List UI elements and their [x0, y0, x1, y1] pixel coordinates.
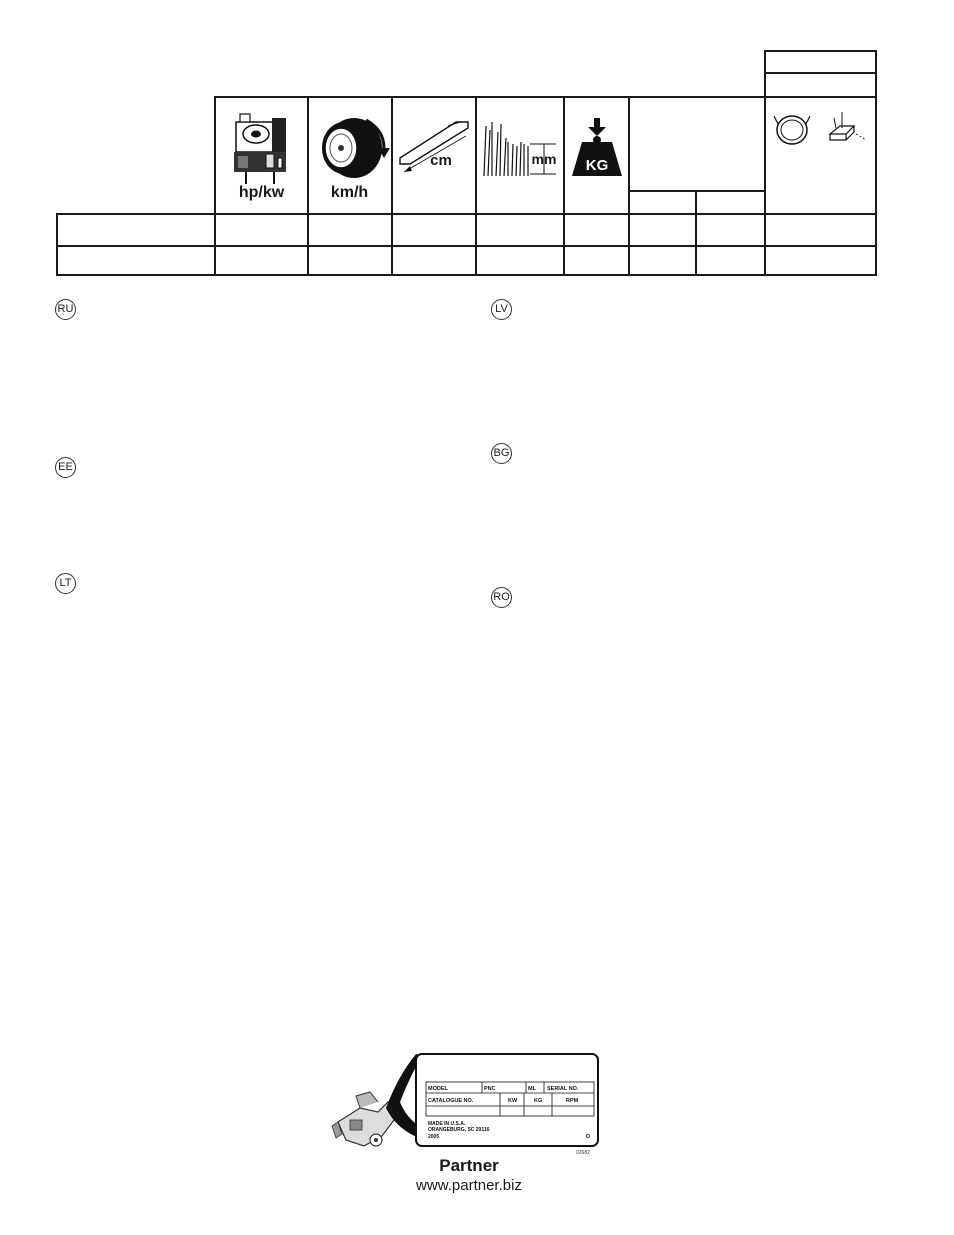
wheel-icon	[314, 108, 390, 184]
tag-pnc-label: PNC	[484, 1086, 496, 1092]
tag-model-label: MODEL	[428, 1086, 448, 1092]
lang-badge-ro: RO	[491, 587, 512, 608]
rating-tag-illustration	[330, 1050, 606, 1158]
cutting-height-icon	[480, 118, 560, 180]
weight-label: KG	[585, 157, 609, 174]
wheel-label: km/h	[330, 184, 369, 201]
tag-code: D	[586, 1134, 590, 1140]
lang-badge-ee: EE	[55, 457, 76, 478]
tag-catalogue-label: CATALOGUE NO.	[428, 1098, 474, 1104]
cutting-height-label: mm	[531, 151, 557, 167]
lang-badge-ru: RU	[55, 299, 76, 320]
lang-badge-lv: LV	[491, 299, 512, 320]
blade-icon	[396, 114, 472, 180]
mower-deck-icon	[332, 1092, 396, 1146]
spec-table	[0, 0, 954, 280]
tag-kg-label: KG	[534, 1098, 543, 1104]
brand-name: Partner	[439, 1156, 499, 1175]
engine-label: hp/kw	[238, 184, 285, 201]
brand-url[interactable]: www.partner.biz	[416, 1177, 522, 1194]
tag-ml-label: ML	[528, 1086, 536, 1092]
tag-serial-label: SERIAL NO.	[547, 1086, 579, 1092]
engine-icon	[226, 108, 298, 188]
tag-rpm-label: RPM	[566, 1098, 579, 1104]
blade-label: cm	[430, 152, 452, 169]
steering-chassis-icon	[770, 106, 874, 150]
tag-year: 2005	[428, 1134, 440, 1140]
tag-maker-line1: MADE IN U.S.A.	[428, 1121, 466, 1127]
lang-badge-bg: BG	[491, 443, 512, 464]
figure-number: 02682	[576, 1150, 590, 1156]
lang-badge-lt: LT	[55, 573, 76, 594]
tag-maker-line2: ORANGEBURG, SC 29116	[428, 1127, 490, 1133]
tag-kw-label: KW	[508, 1098, 518, 1104]
